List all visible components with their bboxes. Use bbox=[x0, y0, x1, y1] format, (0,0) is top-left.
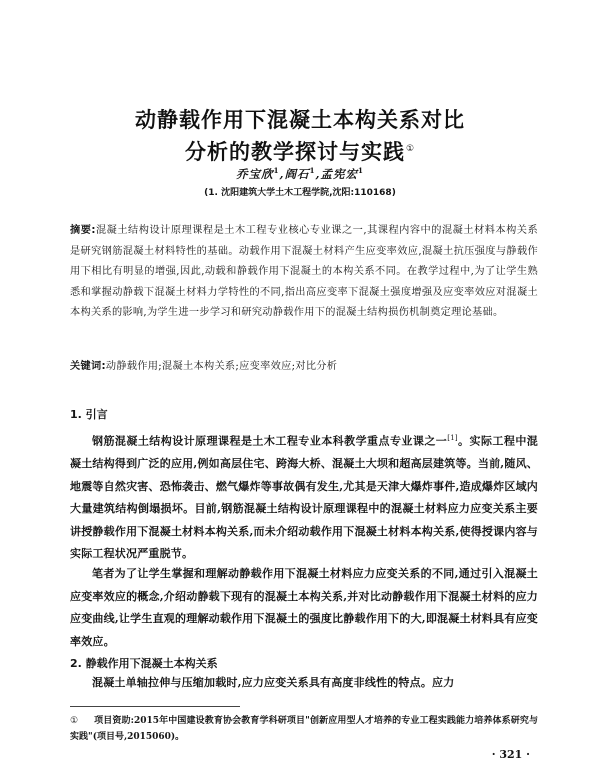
footnote-divider bbox=[70, 706, 240, 707]
title-line-1: 动静载作用下混凝土本构关系对比 bbox=[135, 108, 465, 132]
abstract-label: 摘要: bbox=[70, 225, 96, 236]
footnote-mark: ① bbox=[70, 716, 79, 726]
author-affil-mark: 1 bbox=[357, 166, 364, 176]
paragraph-text: 钢筋混凝土结构设计原理课程是土木工程专业本科教学重点专业课之一 bbox=[92, 434, 448, 448]
section-heading-static-constitutive: 2. 静载作用下混凝土本构关系 bbox=[70, 657, 218, 670]
abstract-text: 混凝土结构设计原理课程是土木工程专业核心专业课之一,其课程内容中的混凝土材料本构关系是研究钢筋混凝土材料特性的基础。动载作用下混凝土材料产生应变率效应,混凝土抗压强度与静载作用下相比有明显的增强,因此,动载和静载作用下混凝土的本构关系不同。在教学过程中,为了让学生熟悉和掌握动静载下混凝土材料力学特性的不同,指出高应变率下混凝土强度增强及应变率效应对混凝土本构关系的影响,为学生进一步学习和研究动静载作用下的混凝土结构损伤机制奠定理论基础。 bbox=[70, 225, 538, 318]
author-affil-mark: 1 bbox=[273, 166, 280, 176]
paragraph-text: 。实际工程中混凝土结构得到广泛的应用,例如高层住宅、跨海大桥、混凝土大坝和超高层建筑等。当前,随风、地震等自然灾害、恐怖袭击、燃气爆炸等事故偶有发生,尤其是天津大爆炸事件,造成爆炸区域内大量建筑结构倒塌损坏。目前,钢筋混凝土结构设计原理课程中的混凝土材料应力应变关系主要讲授静载作用下混凝土材料本构关系,而未介绍动载作用下混凝土材料本构关系,使得授课内容与实际工程状况严重脱节。 bbox=[70, 434, 539, 561]
title-footnote-mark: ① bbox=[405, 144, 416, 154]
author-affil-mark: 1 bbox=[309, 166, 316, 176]
footnote-text: 项目资助:2015年中国建设教育协会教育学科研项目"创新应用型人才培养的专业工程实践能力培养体系研究与实践"(项目号,2015060)。 bbox=[70, 716, 538, 742]
author-name: 孟宪宏 bbox=[320, 167, 358, 181]
affiliation: (1. 沈阳建筑大学土木工程学院,沈阳:110168) bbox=[204, 188, 396, 198]
citation-mark: [1] bbox=[447, 434, 458, 442]
keywords bbox=[70, 357, 538, 377]
author-list: 乔宝欣$^1$,阎石$^1$,孟宪宏$^1$ bbox=[236, 166, 364, 181]
page-number: · 321 · bbox=[491, 748, 530, 761]
author-name: 阎石 bbox=[284, 167, 310, 181]
title-line-2 bbox=[60, 136, 540, 166]
title-line-2-text: 分析的教学探讨与实践 bbox=[184, 140, 405, 164]
section-heading-introduction: 1. 引言 bbox=[70, 408, 108, 421]
paragraph: 混凝土单轴拉伸与压缩加载时,应力应变关系具有高度非线性的特点。应力 bbox=[92, 676, 455, 689]
paragraph: 笔者为了让学生掌握和理解动静载作用下混凝土材料应力应变关系的不同,通过引入混凝土应变率效应的概念,介绍动静载下现有的混凝土本构关系,并对比动静载作用下混凝土材料的应力应变曲线,让学生直观的理解动载作用下混凝土的强度比静载作用下的大,即混凝土材料具有应变率效应。 bbox=[70, 567, 538, 648]
author-name: 乔宝欣 bbox=[236, 167, 274, 181]
footnote bbox=[70, 713, 538, 745]
keywords-text: 动静载作用;混凝土本构关系;应变率效应;对比分析 bbox=[105, 361, 338, 372]
keywords-label: 关键词: bbox=[70, 361, 106, 372]
abstract bbox=[70, 221, 538, 324]
paragraph bbox=[70, 427, 538, 566]
